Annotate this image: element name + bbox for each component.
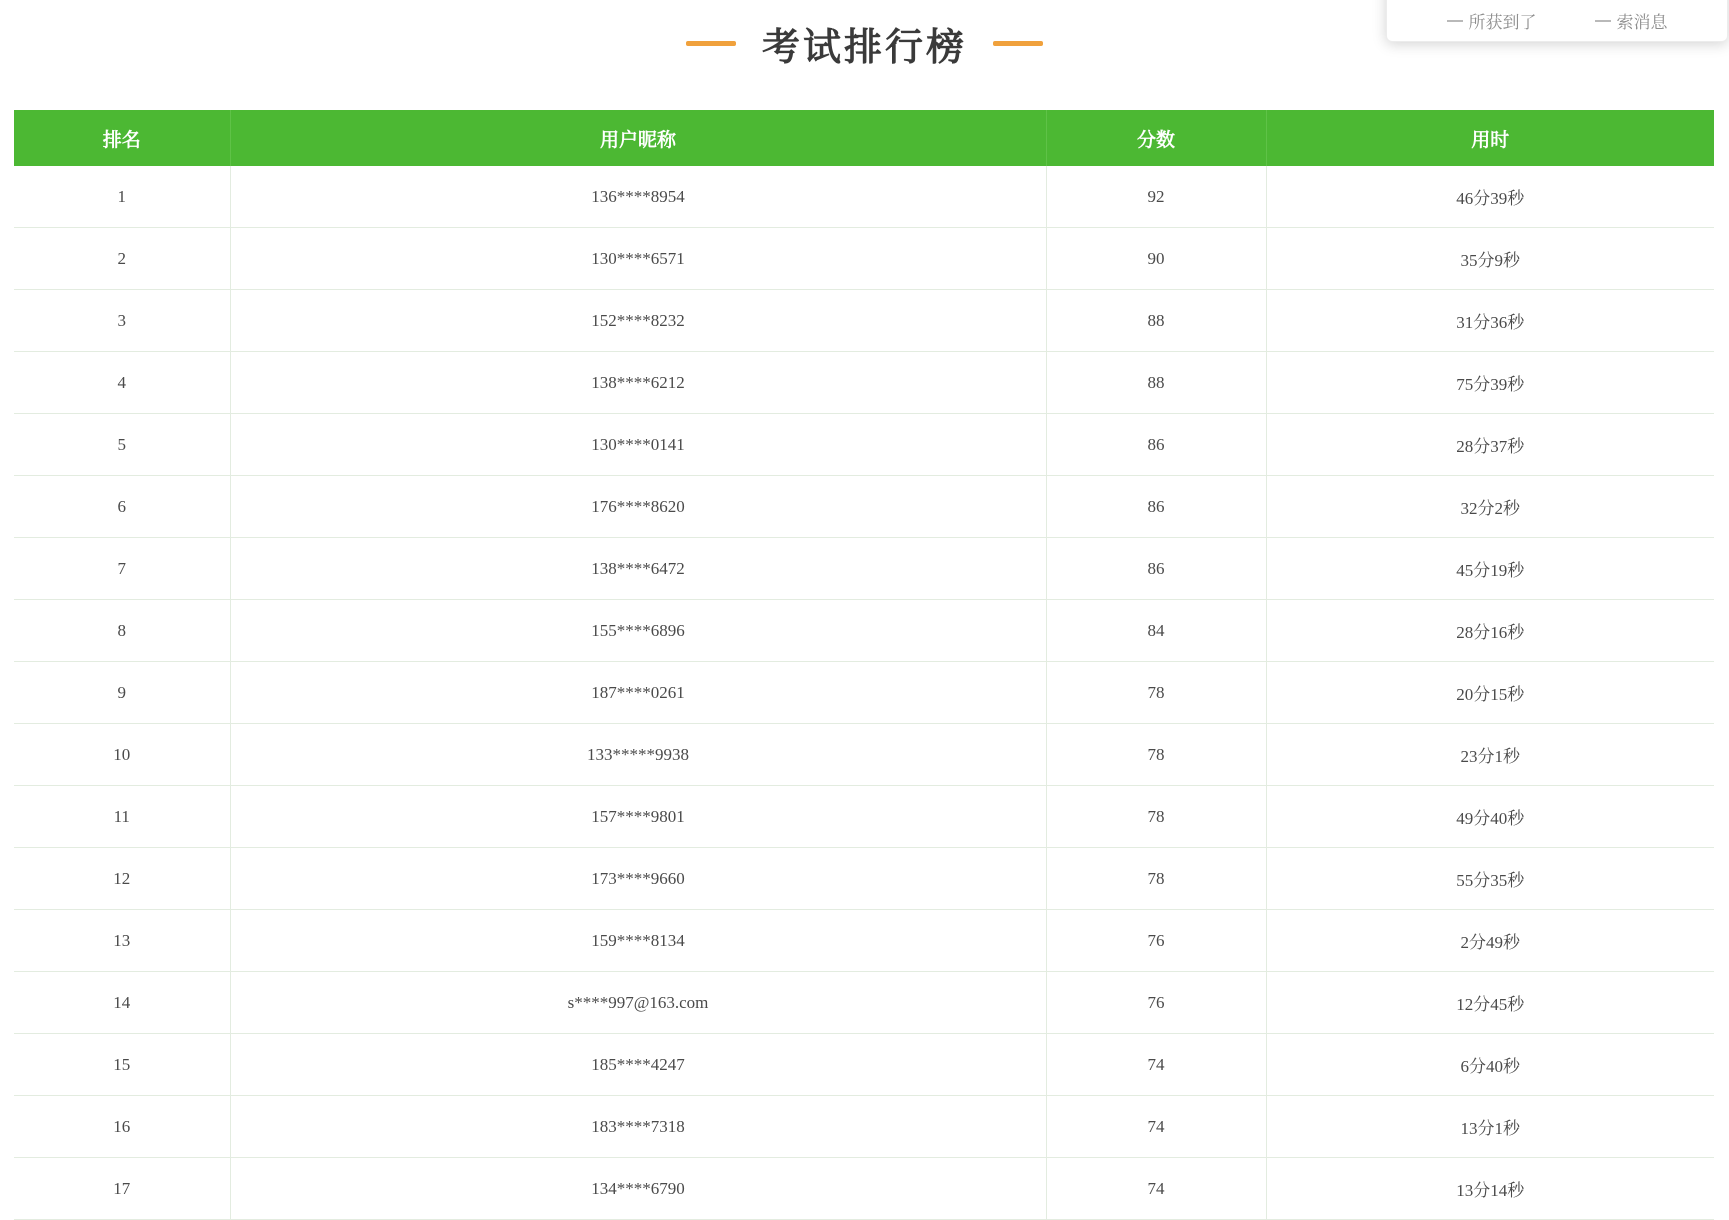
float-card-item-2-label: 索消息 (1616, 13, 1668, 32)
table-header (14, 110, 1714, 166)
cell-score: 84 (1046, 600, 1266, 662)
cell-nickname: 136****8954 (230, 166, 1046, 228)
cell-rank: 12 (14, 848, 230, 910)
cell-time: 55分35秒 (1266, 848, 1714, 910)
table-row[interactable] (14, 1158, 1714, 1220)
cell-rank: 4 (14, 352, 230, 414)
cell-score: 78 (1046, 662, 1266, 724)
cell-score: 92 (1046, 166, 1266, 228)
cell-score: 88 (1046, 290, 1266, 352)
table-header-row (14, 110, 1714, 166)
cell-rank: 8 (14, 600, 230, 662)
table-row[interactable] (14, 352, 1714, 414)
cell-time: 32分2秒 (1266, 476, 1714, 538)
page-title: 考试排行榜 (761, 26, 967, 69)
table-row[interactable] (14, 724, 1714, 786)
ranking-table-container (14, 110, 1714, 1220)
cell-time: 2分49秒 (1266, 910, 1714, 972)
cell-nickname: 130****6571 (230, 228, 1046, 290)
table-row[interactable] (14, 600, 1714, 662)
cell-time: 45分19秒 (1266, 538, 1714, 600)
page-title-section (0, 0, 1729, 86)
cell-nickname: 138****6212 (230, 352, 1046, 414)
float-card-item-1-label: 所获到了 (1468, 13, 1537, 32)
cell-nickname: 130****0141 (230, 414, 1046, 476)
cell-rank: 7 (14, 538, 230, 600)
table-row[interactable] (14, 786, 1714, 848)
table-row[interactable] (14, 290, 1714, 352)
cell-nickname: 138****6472 (230, 538, 1046, 600)
cell-time: 28分37秒 (1266, 414, 1714, 476)
cell-time: 31分36秒 (1266, 290, 1714, 352)
cell-nickname: 176****8620 (230, 476, 1046, 538)
table-row[interactable] (14, 414, 1714, 476)
cell-rank: 10 (14, 724, 230, 786)
cell-nickname: 152****8232 (230, 290, 1046, 352)
table-row[interactable] (14, 1034, 1714, 1096)
cell-score: 86 (1046, 538, 1266, 600)
cell-time: 35分9秒 (1266, 228, 1714, 290)
column-header-time: 用时 (1266, 110, 1714, 166)
cell-nickname: 173****9660 (230, 848, 1046, 910)
cell-time: 13分1秒 (1266, 1096, 1714, 1158)
cell-score: 76 (1046, 972, 1266, 1034)
cell-nickname: 187****0261 (230, 662, 1046, 724)
cell-time: 49分40秒 (1266, 786, 1714, 848)
cell-score: 74 (1046, 1158, 1266, 1220)
cell-score: 86 (1046, 476, 1266, 538)
cell-score: 74 (1046, 1034, 1266, 1096)
cell-time: 20分15秒 (1266, 662, 1714, 724)
table-row[interactable] (14, 228, 1714, 290)
cell-rank: 14 (14, 972, 230, 1034)
table-body (14, 166, 1714, 1220)
column-header-rank: 排名 (14, 110, 230, 166)
cell-time: 6分40秒 (1266, 1034, 1714, 1096)
dash-right-icon (993, 41, 1043, 46)
cell-score: 76 (1046, 910, 1266, 972)
cell-nickname: 157****9801 (230, 786, 1046, 848)
cell-rank: 5 (14, 414, 230, 476)
table-row[interactable] (14, 662, 1714, 724)
cell-time: 46分39秒 (1266, 166, 1714, 228)
cell-rank: 11 (14, 786, 230, 848)
cell-time: 23分1秒 (1266, 724, 1714, 786)
cell-rank: 1 (14, 166, 230, 228)
cell-rank: 6 (14, 476, 230, 538)
cell-time: 75分39秒 (1266, 352, 1714, 414)
table-row[interactable] (14, 538, 1714, 600)
column-header-nickname: 用户昵称 (230, 110, 1046, 166)
cell-time: 13分14秒 (1266, 1158, 1714, 1220)
cell-score: 78 (1046, 724, 1266, 786)
cell-nickname: s****997@163.com (230, 972, 1046, 1034)
cell-nickname: 185****4247 (230, 1034, 1046, 1096)
cell-rank: 16 (14, 1096, 230, 1158)
cell-score: 88 (1046, 352, 1266, 414)
cell-rank: 2 (14, 228, 230, 290)
cell-score: 78 (1046, 786, 1266, 848)
cell-rank: 3 (14, 290, 230, 352)
cell-rank: 9 (14, 662, 230, 724)
cell-nickname: 155****6896 (230, 600, 1046, 662)
cell-score: 78 (1046, 848, 1266, 910)
cell-time: 28分16秒 (1266, 600, 1714, 662)
table-row[interactable] (14, 166, 1714, 228)
cell-score: 90 (1046, 228, 1266, 290)
cell-nickname: 183****7318 (230, 1096, 1046, 1158)
table-row[interactable] (14, 476, 1714, 538)
cell-rank: 13 (14, 910, 230, 972)
table-row[interactable] (14, 1096, 1714, 1158)
cell-score: 74 (1046, 1096, 1266, 1158)
cell-score: 86 (1046, 414, 1266, 476)
cell-nickname: 134****6790 (230, 1158, 1046, 1220)
cell-time: 12分45秒 (1266, 972, 1714, 1034)
table-row[interactable] (14, 972, 1714, 1034)
cell-rank: 15 (14, 1034, 230, 1096)
table-row[interactable] (14, 910, 1714, 972)
cell-nickname: 133*****9938 (230, 724, 1046, 786)
dash-left-icon (686, 41, 736, 46)
ranking-table (14, 110, 1714, 1220)
cell-nickname: 159****8134 (230, 910, 1046, 972)
cell-rank: 17 (14, 1158, 230, 1220)
column-header-score: 分数 (1046, 110, 1266, 166)
table-row[interactable] (14, 848, 1714, 910)
